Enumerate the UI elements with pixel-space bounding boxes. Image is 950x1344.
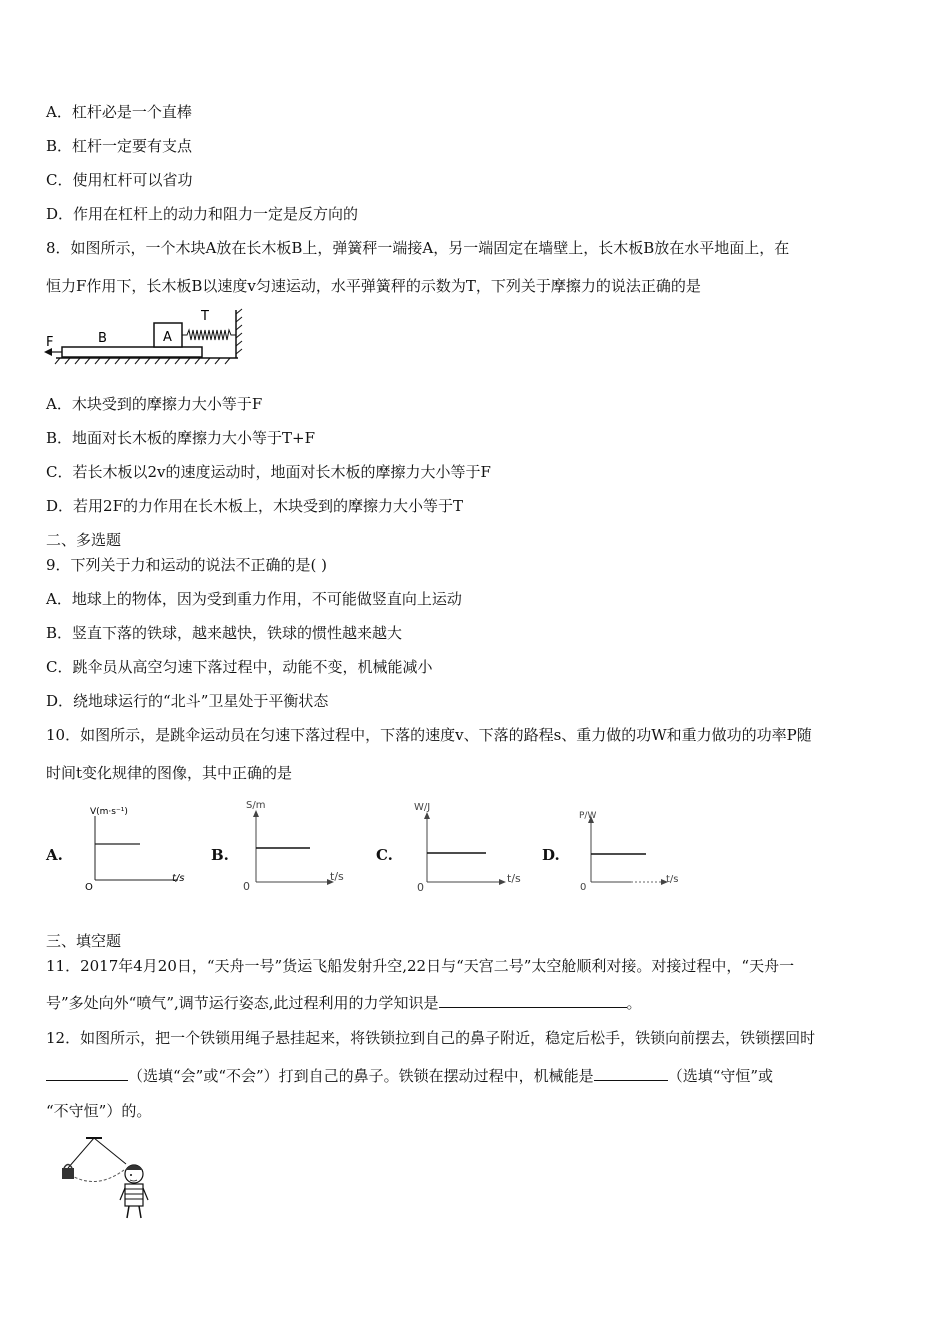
q8-figure [44, 306, 248, 370]
q10-graph-c-origin: 0 [417, 881, 424, 894]
q12-answer-blank-1[interactable] [46, 1066, 128, 1081]
q10-graph-a-ylabel: V(m·s⁻¹) [90, 807, 128, 817]
q12-stem-line2 [46, 1066, 773, 1086]
section-heading-fill-blank: 三、填空题 [46, 932, 122, 950]
q9-option-c: C．跳伞员从高空匀速下落过程中，动能不变，机械能减小 [46, 658, 433, 676]
q8-option-b: B．地面对长木板的摩擦力大小等于T+F [46, 429, 316, 447]
q8-figure-label-a: A [163, 330, 172, 345]
q10-graph-d [576, 808, 694, 892]
q9-option-b: B．竖直下落的铁球，越来越快，铁球的惯性越来越大 [46, 624, 403, 642]
q8-option-c: C．若长木板以2v的速度运动时，地面对长木板的摩擦力大小等于F [46, 463, 491, 481]
q12-stem-line1: 12．如图所示，把一个铁锁用绳子悬挂起来，将铁锁拉到自己的鼻子附近，稳定后松手，铁锁向前摆去，铁锁摆回时 [46, 1029, 816, 1047]
q7-option-a: A．杠杆必是一个直棒 [46, 103, 192, 121]
q10-option-d-label: D. [542, 846, 560, 864]
q10-graph-d-origin: 0 [580, 882, 587, 892]
q10-graph-d-ylabel: P/W [579, 811, 597, 821]
q8-figure-label-b: B [98, 331, 107, 346]
q8-figure-label-f: F [46, 335, 54, 350]
q8-option-d: D．若用2F的力作用在长木板上，木块受到的摩擦力大小等于T [46, 497, 463, 515]
q11-answer-blank[interactable] [439, 993, 627, 1008]
q9-option-d: D．绕地球运行的“北斗”卫星处于平衡状态 [46, 692, 329, 710]
q10-graph-b-origin: 0 [243, 880, 250, 892]
q10-graph-a-origin: O [85, 882, 93, 892]
q7-option-d: D．作用在杠杆上的动力和阻力一定是反方向的 [46, 205, 359, 223]
q10-option-c-label: C. [376, 846, 393, 864]
q9-option-a: A．地球上的物体，因为受到重力作用，不可能做竖直向上运动 [46, 590, 462, 608]
section-heading-multi-choice: 二、多选题 [46, 531, 122, 549]
q10-graph-b-ylabel: S/m [246, 800, 266, 811]
q10-graph-b [238, 798, 353, 892]
q11-stem-line1: 11．2017年4月20日，“天舟一号”货运飞船发射升空,22日与“天宫二号”太空舱顺利对接。对接过程中，“天舟一 [46, 957, 795, 975]
q11-stem-line2 [46, 993, 642, 1013]
q10-graph-b-xlabel: t/s [330, 870, 344, 883]
q10-graph-c-ylabel: W/J [414, 802, 431, 813]
q8-stem-line1: 8．如图所示，一个木块A放在长木板B上，弹簧秤一端接A，另一端固定在墙壁上，长木板B放在水平地面上，在 [46, 239, 790, 257]
q10-stem-line1: 10．如图所示，是跳伞运动员在匀速下落过程中，下落的速度v、下落的路程s、重力做的功W和重力做功的功率P随 [46, 726, 812, 744]
q12-stem-end: （选填“守恒”或 [667, 1067, 774, 1085]
q12-pendulum-figure [58, 1134, 158, 1222]
q11-end-mark: 。 [626, 994, 642, 1012]
q8-option-a: A．木块受到的摩擦力大小等于F [46, 395, 263, 413]
q10-graph-a [80, 800, 195, 892]
q12-stem-line3: “不守恒”）的。 [46, 1102, 152, 1120]
q12-answer-blank-2[interactable] [594, 1066, 668, 1081]
q10-graph-c-xlabel: t/s [507, 872, 521, 885]
q10-graph-a-xlabel: t/s [172, 873, 185, 884]
q8-stem-line2: 恒力F作用下，长木板B以速度v匀速运动，水平弹簧秤的示数为T，下列关于摩擦力的说法正确的是 [46, 277, 701, 295]
q10-graph-d-xlabel: t/s [666, 874, 679, 885]
q9-stem: 9．下列关于力和运动的说法不正确的是( ) [46, 556, 328, 574]
q10-graph-c [410, 796, 535, 894]
q12-stem-mid: （选填“会”或“不会”）打到自己的鼻子。铁锁在摆动过程中，机械能是 [128, 1067, 594, 1085]
q7-option-c: C．使用杠杆可以省功 [46, 171, 193, 189]
q10-option-a-label: A. [46, 846, 63, 864]
q11-stem-text: 号”多处向外“喷气”,调节运行姿态,此过程利用的力学知识是 [46, 994, 439, 1012]
q8-figure-label-t: T [201, 309, 209, 324]
q10-stem-line2: 时间t变化规律的图像，其中正确的是 [46, 764, 293, 782]
q7-option-b: B．杠杆一定要有支点 [46, 137, 193, 155]
q10-option-b-label: B. [211, 846, 229, 864]
